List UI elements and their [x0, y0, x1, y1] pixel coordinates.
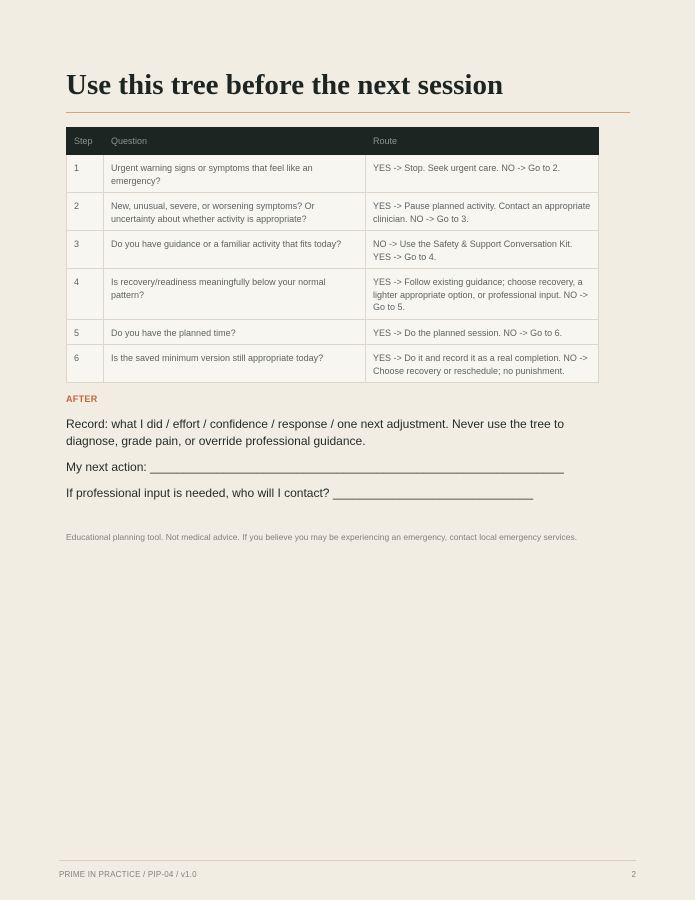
table-row — [67, 319, 599, 345]
route-cell: YES -> Do it and record it as a real completion. NO -> Choose recovery or reschedule; no punishment. — [366, 345, 599, 383]
route-cell: YES -> Stop. Seek urgent care. NO -> Go to 2. — [366, 155, 599, 193]
route-cell: YES -> Follow existing guidance; choose recovery, a lighter appropriate option, or professional input. NO -> Go to 5. — [366, 269, 599, 320]
column-header-route: Route — [366, 128, 599, 155]
question-cell: Do you have guidance or a familiar activity that fits today? — [104, 231, 366, 269]
page-number: 2 — [631, 870, 636, 879]
next-action-prompt: My next action: ______________________________________________________________ — [66, 460, 564, 474]
disclaimer: Educational planning tool. Not medical advice. If you believe you may be experiencing an emergency, contact local emergency services. — [66, 532, 578, 542]
route-cell: NO -> Use the Safety & Support Conversation Kit. YES -> Go to 4. — [366, 231, 599, 269]
after-section-label: AFTER — [66, 394, 98, 404]
step-cell: 4 — [67, 269, 104, 320]
table-row — [67, 345, 599, 383]
step-cell: 5 — [67, 319, 104, 345]
step-cell: 3 — [67, 231, 104, 269]
table-row — [67, 155, 599, 193]
column-header-step: Step — [67, 128, 104, 155]
decision-tree-table — [66, 127, 599, 383]
footer-divider — [59, 860, 636, 861]
question-cell: New, unusual, severe, or worsening symptoms? Or uncertainty about whether activity is appropriate? — [104, 193, 366, 231]
step-cell: 1 — [67, 155, 104, 193]
table-header-row — [67, 128, 599, 155]
table-row — [67, 231, 599, 269]
column-header-question: Question — [104, 128, 366, 155]
record-instructions: Record: what I did / effort / confidence / response / one next adjustment. Never use the tree to diagnose, grade pain, or override professional guidance. — [66, 417, 565, 448]
question-cell: Is recovery/readiness meaningfully below your normal pattern? — [104, 269, 366, 320]
question-cell: Is the saved minimum version still appropriate today? — [104, 345, 366, 383]
title-divider — [66, 112, 630, 113]
question-cell: Urgent warning signs or symptoms that feel like an emergency? — [104, 155, 366, 193]
professional-contact-prompt: If professional input is needed, who will I contact? ______________________________ — [66, 486, 534, 500]
page-title: Use this tree before the next session — [66, 69, 504, 101]
footer-doc-id: PRIME IN PRACTICE / PIP-04 / v1.0 — [59, 870, 197, 879]
route-cell: YES -> Pause planned activity. Contact an appropriate clinician. NO -> Go to 3. — [366, 193, 599, 231]
table-row — [67, 193, 599, 231]
step-cell: 2 — [67, 193, 104, 231]
question-cell: Do you have the planned time? — [104, 319, 366, 345]
table-row — [67, 269, 599, 320]
route-cell: YES -> Do the planned session. NO -> Go to 6. — [366, 319, 599, 345]
step-cell: 6 — [67, 345, 104, 383]
